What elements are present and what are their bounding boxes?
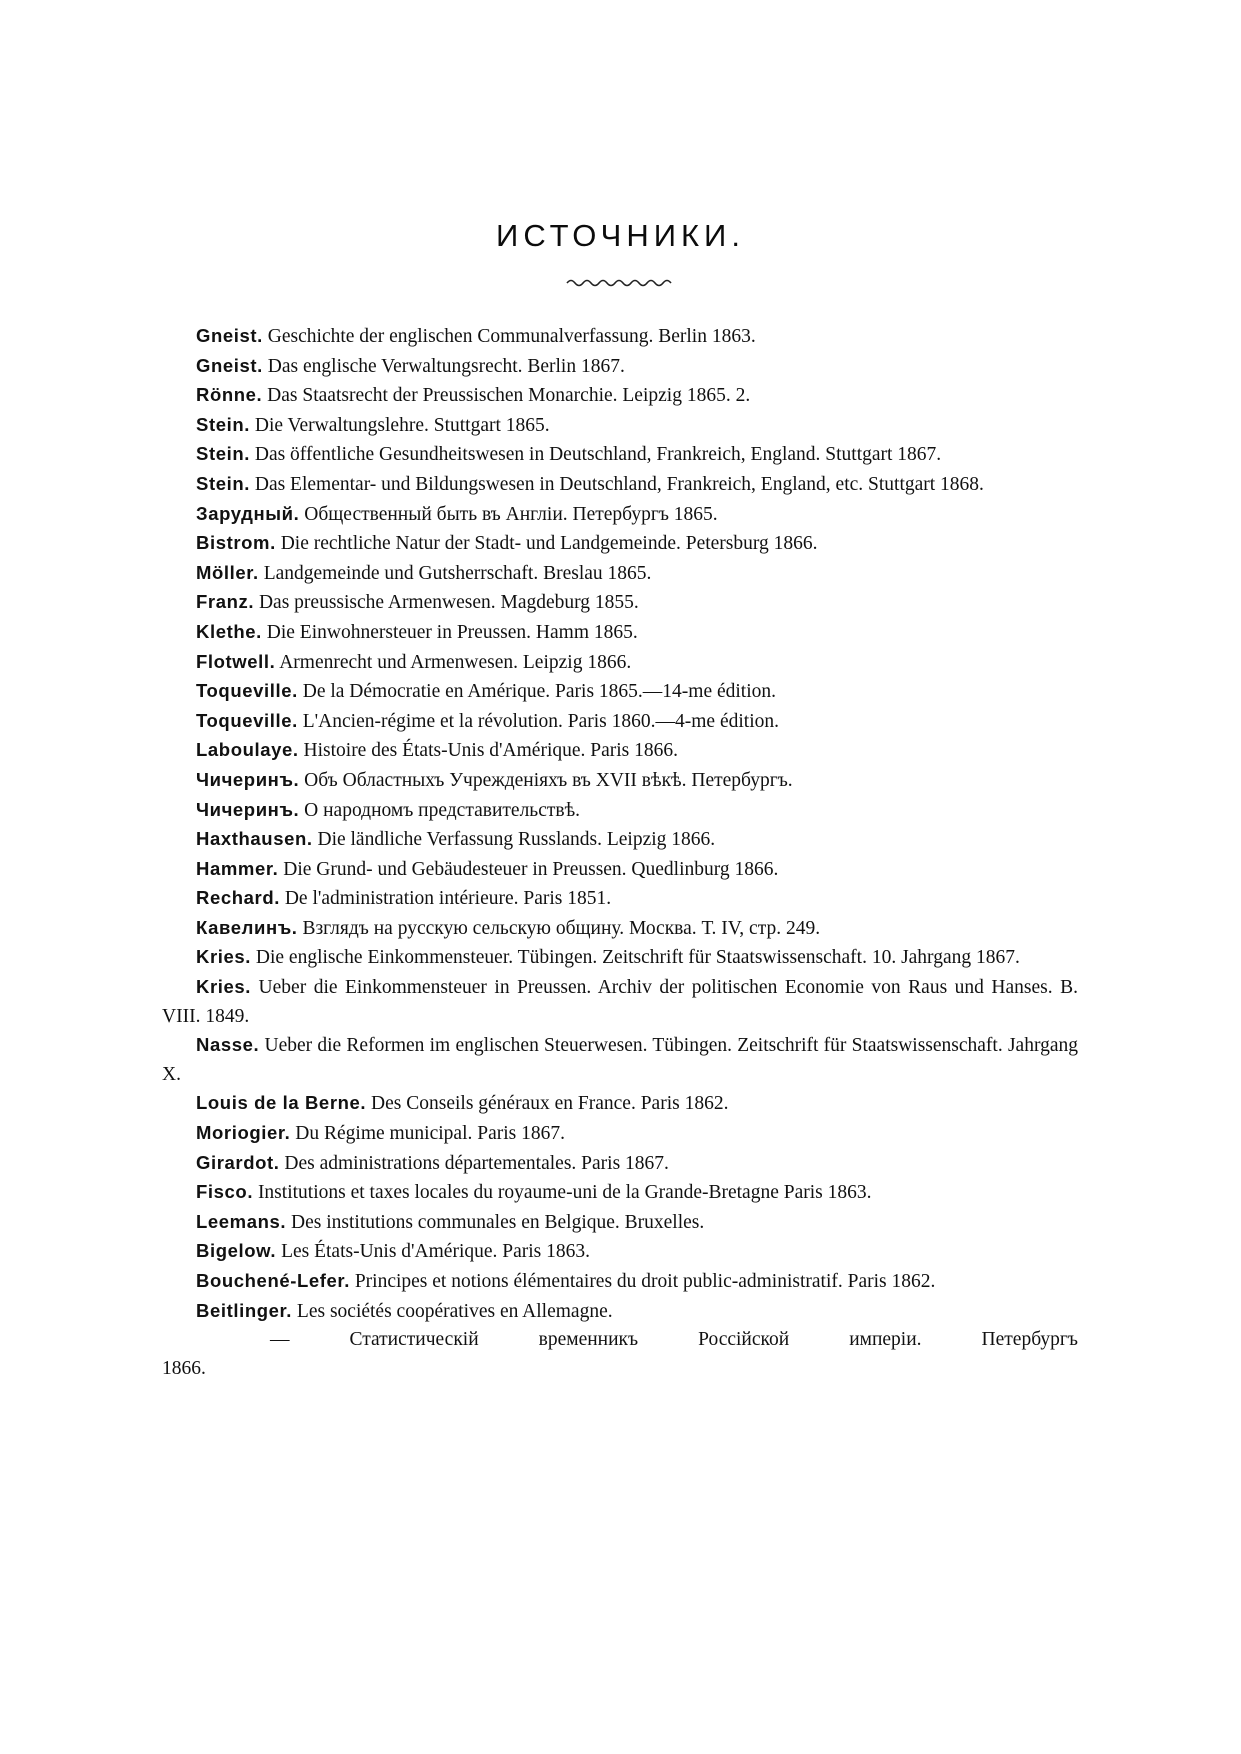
bibliography-entry	[162, 322, 1078, 352]
entry-author: Flotwell.	[196, 650, 276, 672]
entry-text: Die ländliche Verfassung Russlands. Leipzig 1866.	[317, 829, 716, 851]
entry-author: Toqueville.	[196, 709, 298, 731]
bibliography-entry	[162, 914, 1078, 944]
entry-author: Leemans.	[196, 1210, 287, 1232]
bibliography-entry	[162, 707, 1078, 737]
entry-text: Les sociétés coopératives en Allemagne.	[296, 1300, 613, 1322]
entry-author: Möller.	[196, 561, 259, 583]
entry-text: Die Verwaltungslehre. Stuttgart 1865.	[254, 414, 550, 436]
entry-text: Das Elementar- und Bildungswesen in Deutschland, Frankreich, England, etc. Stuttgart 1868.	[254, 473, 984, 495]
entry-author: Кавелинъ.	[196, 916, 298, 938]
bibliography-entry	[162, 943, 1078, 973]
bibliography-entry	[162, 1237, 1078, 1267]
entry-text: L'Ancien-régime et la révolution. Paris 1860.—4-me édition.	[302, 710, 779, 732]
entry-text: Landgemeinde und Gutsherrschaft. Breslau 1865.	[263, 562, 652, 584]
entry-text: De la Démocratie en Amérique. Paris 1865.—14-me édition.	[302, 681, 777, 703]
bibliography-entry	[162, 884, 1078, 914]
entry-author: Зарудный.	[196, 502, 300, 524]
entry-author: Franz.	[196, 591, 255, 613]
bibliography-entry	[162, 529, 1078, 559]
entry-text: Das preussische Armenwesen. Magdeburg 1855.	[258, 592, 639, 614]
dash-entry-word: Статистическій	[349, 1329, 479, 1351]
bibliography-entry	[162, 855, 1078, 885]
entry-text: Ueber die Reformen im englischen Steuerwesen. Tübingen. Zeitschrift für Staatswissenschaft. Jahrgang X.	[162, 1035, 1078, 1085]
wavy-rule-ornament	[565, 276, 675, 290]
entry-text: Institutions et taxes locales du royaume-uni de la Grande-Bretagne Paris 1863.	[257, 1182, 872, 1204]
entry-text: Das Staatsrecht der Preussischen Monarchie. Leipzig 1865. 2.	[267, 385, 751, 407]
entry-author: Beitlinger.	[196, 1299, 293, 1321]
dash-entry-word: Россійской	[698, 1329, 790, 1351]
bibliography-entry	[162, 500, 1078, 530]
entry-text: Взглядъ на русскую сельскую общину. Москва. Т. IV, стр. 249.	[302, 917, 821, 939]
entry-author: Bistrom.	[196, 532, 276, 554]
entry-text: Die englische Einkommensteuer. Tübingen. Zeitschrift für Staatswissenschaft. 10. Jahrgang 1867.	[255, 947, 1020, 969]
bibliography-entry	[162, 352, 1078, 382]
entry-author: Stein.	[196, 472, 250, 494]
entry-author: Haxthausen.	[196, 828, 313, 850]
entry-author: Gneist.	[196, 354, 263, 376]
entry-author: Laboulaye.	[196, 739, 299, 761]
entry-author: Rechard.	[196, 887, 280, 909]
entry-author: Girardot.	[196, 1151, 280, 1173]
bibliography-entry	[162, 1031, 1078, 1089]
bibliography-entry	[162, 1297, 1078, 1327]
dash-entry-word: временникъ	[538, 1329, 639, 1351]
dash-entry-year: 1866.	[162, 1357, 206, 1379]
entry-text: Die rechtliche Natur der Stadt- und Landgemeinde. Petersburg 1866.	[280, 533, 818, 555]
bibliography-entry	[162, 677, 1078, 707]
entry-author: Hammer.	[196, 857, 279, 879]
entry-author: Kries.	[196, 976, 252, 998]
dash-entry-line	[162, 1326, 1078, 1355]
entry-author: Bouchené-Lefer.	[196, 1270, 350, 1291]
bibliography-entry	[162, 1267, 1078, 1297]
entry-text: О народномъ представительствѣ.	[304, 799, 581, 821]
entry-text: Armenrecht und Armenwesen. Leipzig 1866.	[279, 651, 632, 673]
entry-author: Stein.	[196, 443, 250, 465]
entry-text: Die Einwohnersteuer in Preussen. Hamm 1865.	[266, 621, 638, 643]
entry-author: Kries.	[196, 946, 252, 968]
bibliography-entry	[162, 440, 1078, 470]
entry-text: Die Grund- und Gebäudesteuer in Preussen. Quedlinburg 1866.	[283, 858, 779, 880]
bibliography-entry	[162, 796, 1078, 826]
entry-text: Geschichte der englischen Communalverfassung. Berlin 1863.	[267, 326, 756, 347]
bibliography-entry	[162, 973, 1078, 1031]
bibliography-entry	[162, 1119, 1078, 1149]
bibliography-entry	[162, 736, 1078, 766]
bibliography-entry	[162, 411, 1078, 441]
bibliography-entry	[162, 618, 1078, 648]
bibliography-list	[162, 322, 1078, 1383]
entry-text: Общественный быть въ Англіи. Петербургъ 1865.	[304, 503, 718, 525]
bibliography-entry	[162, 825, 1078, 855]
bibliography-entry	[162, 648, 1078, 678]
entry-author: Gneist.	[196, 325, 263, 346]
bibliography-entry	[162, 1089, 1078, 1119]
entry-author: Toqueville.	[196, 680, 298, 702]
entry-author: Чичеринъ.	[196, 798, 300, 820]
entry-author: Moriogier.	[196, 1122, 291, 1144]
entry-author: Stein.	[196, 413, 250, 435]
entry-author: Nasse.	[196, 1034, 260, 1056]
entry-text: Des administrations départementales. Paris 1867.	[284, 1152, 669, 1174]
bibliography-entry-continued	[162, 1326, 1078, 1383]
bibliography-entry	[162, 559, 1078, 589]
entry-author: Чичеринъ.	[196, 768, 300, 790]
entry-text: Des Conseils généraux en France. Paris 1862.	[371, 1093, 729, 1115]
bibliography-entry	[162, 470, 1078, 500]
dash-entry-word: Петербургъ	[981, 1329, 1078, 1351]
entry-text: Объ Областныхъ Учрежденіяхъ въ XVII вѣкѣ. Петербургъ.	[304, 769, 793, 791]
entry-text: De l'administration intérieure. Paris 1851.	[284, 888, 612, 910]
entry-text: Du Régime municipal. Paris 1867.	[295, 1123, 565, 1145]
bibliography-entry	[162, 1178, 1078, 1208]
entry-text: Des institutions communales en Belgique. Bruxelles.	[291, 1211, 705, 1233]
entry-text: Principes et notions élémentaires du droit public-administratif. Paris 1862.	[354, 1271, 936, 1292]
bibliography-entry	[162, 381, 1078, 411]
entry-author: Rönne.	[196, 384, 263, 406]
ditto-dash: —	[270, 1329, 290, 1351]
entry-author: Klethe.	[196, 620, 262, 642]
entry-author: Louis de la Berne.	[196, 1092, 367, 1114]
bibliography-entry	[162, 588, 1078, 618]
dash-entry-word: имперіи.	[849, 1329, 922, 1351]
entry-text: Les États-Unis d'Amérique. Paris 1863.	[281, 1241, 591, 1263]
entry-text: Das englische Verwaltungsrecht. Berlin 1867.	[267, 355, 625, 377]
entry-text: Das öffentliche Gesundheitswesen in Deutschland, Frankreich, England. Stuttgart 1867.	[254, 444, 942, 466]
entry-author: Bigelow.	[196, 1240, 277, 1262]
bibliography-entry	[162, 1208, 1078, 1238]
page-title: ИСТОЧНИКИ.	[496, 218, 745, 253]
entry-author: Fisco.	[196, 1181, 254, 1203]
bibliography-entry	[162, 766, 1078, 796]
entry-text: Ueber die Einkommensteuer in Preussen. Archiv der politischen Economie von Raus und Hanses. B. VIII. 1849.	[162, 977, 1079, 1027]
entry-text: Histoire des États-Unis d'Amérique. Paris 1866.	[303, 740, 679, 762]
bibliography-entry	[162, 1149, 1078, 1179]
